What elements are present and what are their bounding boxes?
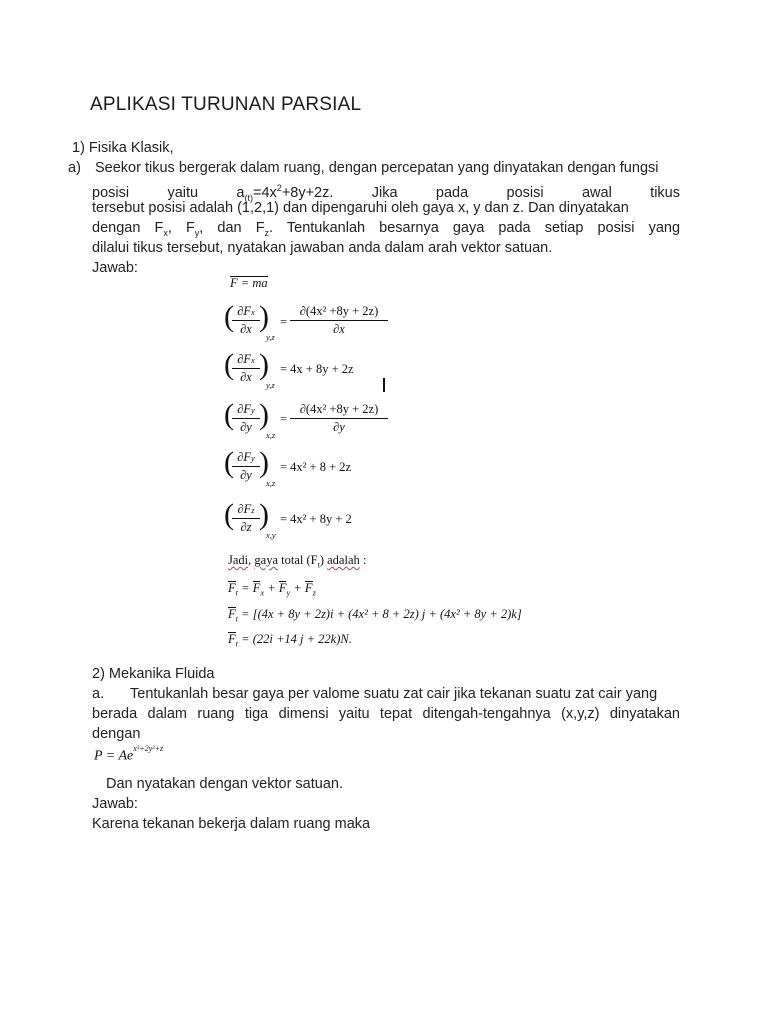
problem-2-line-1: Tentukanlah besar gaya per valome suatu zat cair jika tekanan suatu zat cair yang: [130, 686, 658, 702]
text-cursor: [383, 378, 385, 392]
vector-f: F: [278, 581, 287, 595]
fraction-dfx-dx-2: [232, 352, 260, 385]
text-df: ∂F: [237, 304, 252, 318]
text-f: F: [185, 220, 195, 236]
subscript-yz: y,z: [266, 380, 275, 390]
subscript-t: t: [235, 638, 239, 649]
operator: =: [238, 581, 253, 595]
subscript: y: [251, 405, 255, 415]
text-paren: ): [319, 553, 328, 567]
subscript-x: x: [163, 227, 168, 238]
text-colon: :: [359, 553, 367, 567]
fraction-denominator: ∂y: [240, 468, 252, 482]
problem-2-line-5: Karena tekanan bekerja dalam ruang maka: [92, 816, 371, 832]
result-expression: = (22i +14 j + 22k)N.: [238, 632, 352, 646]
text-df: ∂F: [237, 450, 252, 464]
vector-f: F: [228, 607, 236, 621]
fraction-rhs-dy: [290, 402, 388, 435]
paren-right: ): [259, 446, 269, 479]
paren-left: (: [224, 348, 234, 381]
paren-right: ): [259, 498, 269, 531]
subscript-y: y: [286, 587, 291, 598]
fraction-denominator: ∂y: [333, 420, 345, 434]
text-comma: ,: [248, 553, 255, 567]
word-posisi-2: posisi: [506, 184, 544, 201]
text-4x: =4x: [253, 184, 277, 201]
problem-1-line-3: tersebut posisi adalah (1,2,1) dan dipengaruhi oleh gaya x, y dan z. Dan dinyatakan: [92, 200, 629, 216]
vector-f: F = ma: [230, 276, 268, 290]
paren-right: ): [259, 398, 269, 431]
fraction-dfz-dz: [232, 502, 260, 535]
result-dfz: = 4x² + 8y + 2: [280, 512, 352, 526]
word-jika: Jika: [371, 184, 398, 201]
subscript-z: z: [312, 587, 316, 598]
subscript-t: t: [235, 587, 239, 598]
word-dengan: dengan: [92, 220, 141, 236]
comma: ,: [199, 220, 204, 236]
subscript-t: t: [235, 613, 239, 624]
word-awal-tikus: awal tikus: [581, 184, 680, 201]
fraction-numerator: [232, 402, 260, 419]
word-gaya: gaya: [254, 553, 278, 567]
text-8y-2z: +8y+2z.: [281, 184, 334, 201]
formula-exponent: x³+2y²+z: [133, 744, 164, 753]
page-title: APLIKASI TURUNAN PARSIAL: [90, 94, 362, 115]
fraction-dfx-dx: [232, 304, 260, 337]
operator: +: [290, 581, 305, 595]
word-posisi: posisi: [92, 184, 130, 201]
subscript: x: [251, 307, 255, 317]
equation-total-expanded: [228, 607, 522, 624]
fraction-numerator: ∂(4x² +8y + 2z): [290, 402, 388, 419]
item-a-marker-2: a.: [92, 686, 105, 702]
force-fz: [256, 220, 680, 236]
paren-left: (: [224, 300, 234, 333]
word-dan: dan: [217, 220, 242, 236]
subscript-y: y: [194, 227, 200, 238]
fraction-numerator: [232, 352, 260, 369]
subscript-x: x: [260, 587, 265, 598]
problem-2-line-4: Dan nyatakan dengan vektor satuan.: [106, 776, 343, 792]
equation-total-sum: [228, 581, 316, 598]
subscript-t: t: [317, 560, 320, 570]
fraction-denominator: ∂y: [240, 420, 252, 434]
fraction-denominator: ∂x: [240, 370, 252, 384]
paren-left: (: [224, 398, 234, 431]
answer-label-1: Jawab:: [92, 260, 138, 276]
equation-total-result: [228, 632, 352, 649]
fraction-rhs-dx: [290, 304, 388, 337]
item-a-marker: a): [68, 160, 81, 176]
subscript: x: [251, 355, 255, 365]
fraction-denominator: ∂x: [240, 322, 252, 336]
subscript: y: [251, 453, 255, 463]
fraction-dfy-dy-2: [232, 450, 260, 483]
text-total: total (F: [278, 553, 318, 567]
fraction-dfy-dy: [232, 402, 260, 435]
vector-f: F: [228, 581, 236, 595]
problem-2-line-3: dengan: [92, 726, 141, 742]
superscript-2: 2: [276, 183, 282, 193]
equals-sign: =: [280, 412, 288, 426]
paren-left: (: [224, 446, 234, 479]
section-1-heading: 1) Fisika Klasik,: [72, 140, 174, 156]
subscript-xz: x,z: [266, 478, 276, 488]
text-f: F: [154, 220, 164, 236]
vector-f: F: [228, 632, 236, 646]
expanded-expression: = [(4x + 8y + 2z)i + (4x² + 8 + 2z) j + (4x² + 8y + 2)k]: [238, 607, 522, 621]
operator: +: [264, 581, 279, 595]
formula-pressure: [94, 744, 164, 765]
word-adalah: adalah: [327, 553, 360, 567]
text-f: F: [255, 220, 265, 236]
fraction-denominator: ∂x: [333, 322, 345, 336]
fraction-numerator: [232, 450, 260, 467]
paren-right: ): [259, 348, 269, 381]
vector-f: F: [304, 581, 313, 595]
equation-newton: [230, 276, 268, 291]
paren-left: (: [224, 498, 234, 531]
text-df: ∂F: [237, 352, 252, 366]
problem-2-line-2: berada dalam ruang tiga dimensi yaitu tepat ditengah-tengahnya (x,y,z) dinyatakan: [92, 706, 680, 722]
fraction-numerator: ∂(4x² +8y + 2z): [290, 304, 388, 321]
force-fy: [186, 220, 203, 236]
problem-1-line-5: dilalui tikus tersebut, nyatakan jawaban anda dalam arah vektor satuan.: [92, 240, 553, 256]
word-jadi: Jadi: [228, 553, 249, 567]
subscript-t: (t): [244, 192, 253, 203]
fraction-numerator: [232, 502, 260, 519]
word-pada: pada: [435, 184, 469, 201]
force-fx: [154, 220, 171, 236]
subscript: z: [251, 505, 255, 515]
section-2-heading: 2) Mekanika Fluida: [92, 666, 215, 682]
subscript-xz: x,z: [266, 430, 276, 440]
equals-sign: =: [280, 315, 288, 329]
problem-1-line-1: Seekor tikus bergerak dalam ruang, dengan percepatan yang dinyatakan dengan fungsi: [95, 160, 659, 176]
vector-f: F: [252, 581, 261, 595]
subscript-z: z: [264, 227, 270, 238]
comma: ,: [167, 220, 172, 236]
text-yaitu-a: yaitu a: [167, 184, 245, 201]
paren-right: ): [259, 300, 269, 333]
answer-label-2: Jawab:: [92, 796, 138, 812]
subscript-xy: x,y: [266, 530, 276, 540]
jadi-line: [228, 553, 366, 570]
subscript-yz: y,z: [266, 332, 275, 342]
text-df: ∂F: [237, 502, 252, 516]
fraction-denominator: ∂z: [240, 520, 252, 534]
result-dfy: = 4x² + 8 + 2z: [280, 460, 352, 474]
text-df: ∂F: [237, 402, 252, 416]
formula-lhs: P = Ae: [94, 748, 134, 764]
result-dfx: = 4x + 8y + 2z: [280, 362, 354, 376]
text-tentukanlah: . Tentukanlah besarnya gaya pada setiap posisi yang: [269, 220, 681, 236]
fraction-numerator: [232, 304, 260, 321]
